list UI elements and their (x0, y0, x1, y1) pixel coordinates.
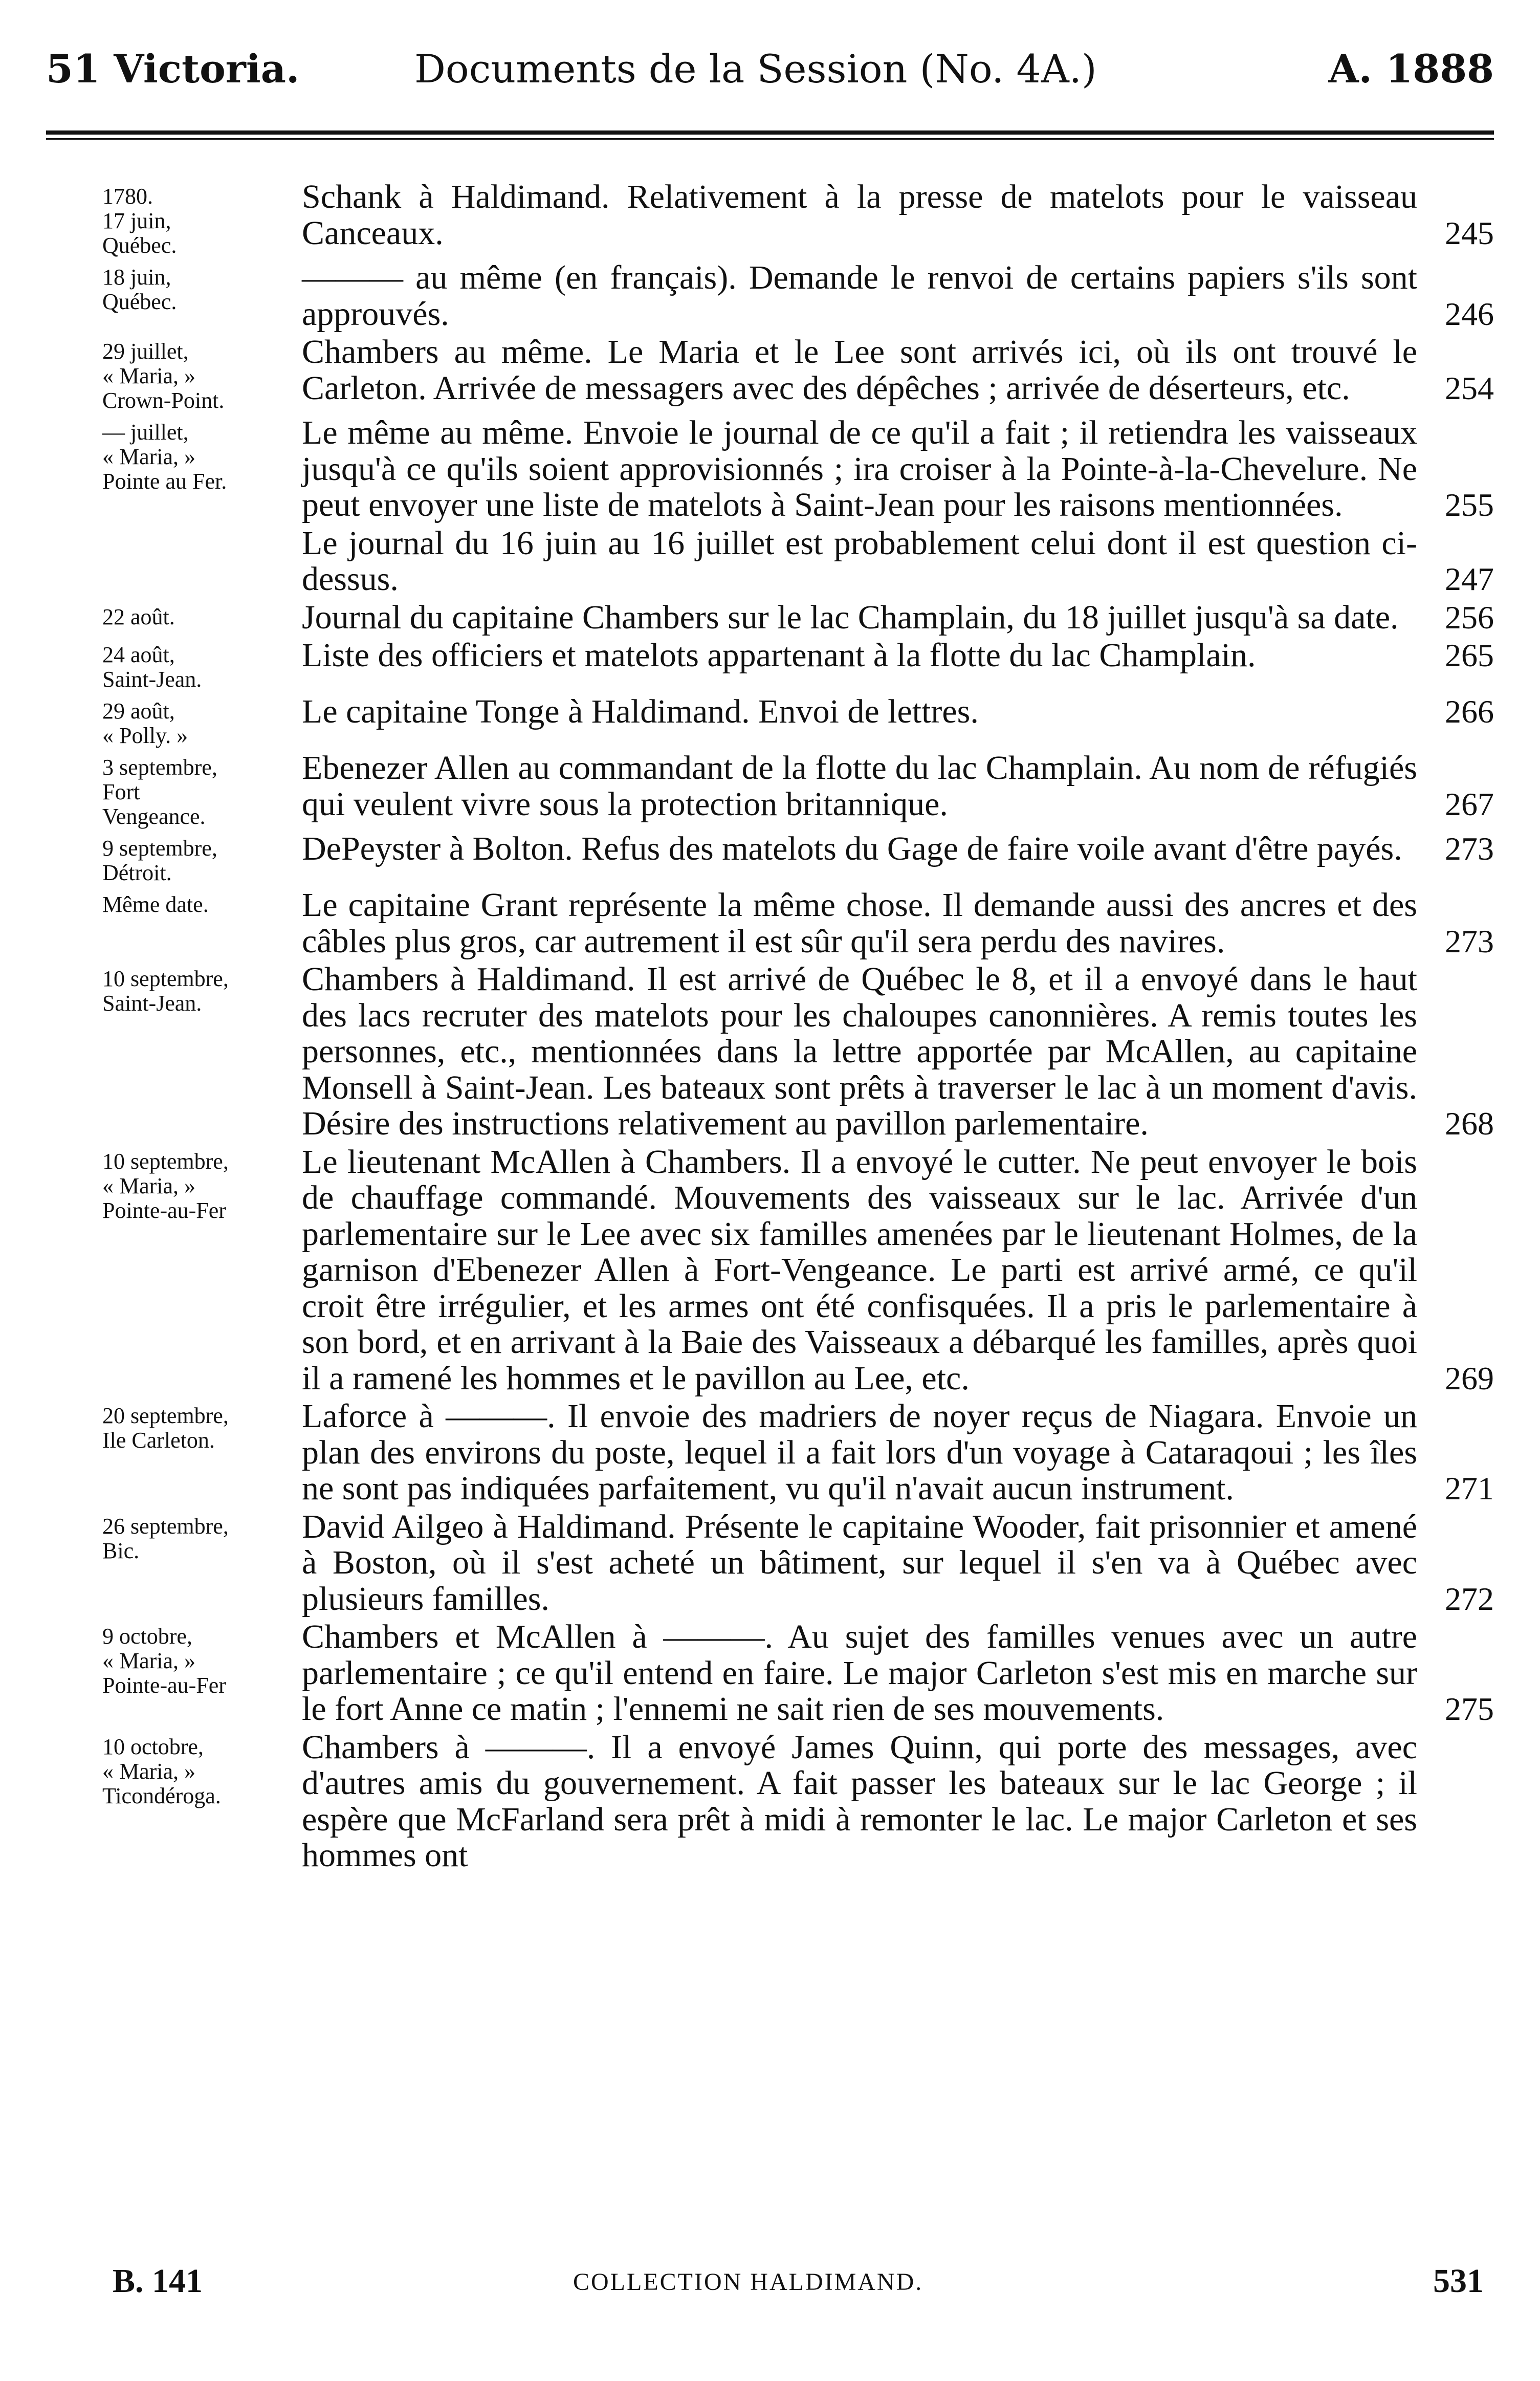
entry-date-line: Pointe au Fer. (102, 469, 227, 494)
entry-date-line: 29 août, (102, 698, 175, 724)
calendar-entry (102, 1509, 1494, 1618)
entry-text: ——— au même (en français). Demande le renvoi de certains papiers s'ils sont approuvés. (302, 259, 1417, 333)
entry-text: Laforce à ———. Il envoie des madriers de noyer reçus de Niagara. Envoie un plan des environs du poste, lequel il a fait lors d'un voyage à Cataraqoui ; les îles ne sont pas indiquées parfaitement, vu qu'il n'avait aucun instrument. (302, 1397, 1417, 1507)
entry-date-line: 9 septembre, (102, 836, 217, 861)
entry-body (302, 260, 1494, 332)
entry-date-line: « Polly. » (102, 723, 188, 748)
entry-date-line: Québec. (102, 233, 177, 258)
entry-text: Liste des officiers et matelots appartenant à la flotte du lac Champlain. (302, 637, 1256, 674)
entry-date-line: Pointe-au-Fer (102, 1673, 226, 1698)
entry-date-line: Vengeance. (102, 804, 206, 829)
entry-date (102, 962, 302, 1016)
entry-date-line: « Maria, » (102, 444, 196, 469)
calendar-entry (102, 638, 1494, 692)
entry-page-ref: 265 (1445, 637, 1494, 673)
entry-body (302, 1730, 1494, 1874)
entry-body (302, 638, 1494, 674)
entry-date-line: « Maria, » (102, 1173, 196, 1198)
calendar-entry (102, 1399, 1494, 1507)
entry-page-ref: 273 (1445, 923, 1494, 959)
entry-date-line: 9 octobre, (102, 1624, 192, 1649)
entry-date-line: 26 septembre, (102, 1513, 229, 1539)
calendar-entry (102, 1144, 1494, 1397)
entry-page-ref: 273 (1445, 831, 1494, 867)
entry-date (102, 1399, 302, 1453)
entry-date (102, 600, 302, 629)
calendar-entries (102, 179, 1494, 1876)
header-title: Documents de la Session (No. 4A.) (414, 46, 1097, 92)
calendar-entry (102, 260, 1494, 332)
entry-text: Ebenezer Allen au commandant de la flotte du lac Champlain. Au nom de réfugiés qui veulent vivre sous la protection britannique. (302, 749, 1417, 823)
entry-page-ref: 267 (1445, 785, 1494, 822)
calendar-entry (102, 831, 1494, 885)
entry-date-line: « Maria, » (102, 1648, 196, 1673)
running-header (46, 46, 1494, 102)
entry-page-ref: 255 (1445, 487, 1494, 523)
header-year: A. 1888 (1328, 46, 1494, 92)
entry-text: Le capitaine Grant représente la même chose. Il demande aussi des ancres et des câbles plus gros, car autrement il est sûr qu'il sera perdu des navires. (302, 886, 1417, 960)
entry-text: Schank à Haldimand. Relativement à la presse de matelots pour le vaisseau Canceaux. (302, 178, 1417, 252)
header-rule-thick (46, 130, 1494, 135)
entry-body (302, 750, 1494, 822)
entry-page-ref: 245 (1445, 214, 1494, 251)
entry-page-ref: 275 (1445, 1691, 1494, 1727)
entry-page-ref: 269 (1445, 1360, 1494, 1396)
calendar-entry (102, 1730, 1494, 1874)
running-footer (46, 2262, 1494, 2308)
entry-date-line: 10 septembre, (102, 1148, 229, 1174)
entry-date-line: 10 septembre, (102, 966, 229, 991)
entry-date-line: 10 octobre, (102, 1734, 204, 1759)
entry-text: Le journal du 16 juin au 16 juillet est probablement celui dont il est question ci-dessus. (302, 524, 1417, 598)
entry-date-line: Fort (102, 779, 140, 804)
entry-body (302, 179, 1494, 251)
entry-date-line: Ticondéroga. (102, 1783, 221, 1808)
entry-body (302, 1144, 1494, 1397)
entry-body (302, 600, 1494, 636)
calendar-entry (102, 694, 1494, 748)
footer-page-number: 531 (1433, 2262, 1484, 2300)
entry-date-line: 22 août. (102, 604, 175, 629)
entry-text: Chambers à Haldimand. Il est arrivé de Québec le 8, et il a envoyé dans le haut des lacs recruter des matelots pour les chaloupes canonnières. A remis toutes les personnes, etc., mentionnées dans la lettre apportée par McAllen, au capitaine Monsell à Saint-Jean. Les bateaux sont prêts à traverser le lac à un moment d'avis. Désire des instructions relativement au pavillon parlementaire. (302, 960, 1417, 1142)
entry-date (102, 750, 302, 829)
entry-text: Le même au même. Envoie le journal de ce qu'il a fait ; il retiendra les vaisseaux jusqu'à ce qu'ils soient approvisionnés ; ira croiser à la Pointe-à-la-Chevelure. Ne peut envoyer une liste de matelots à Saint-Jean pour les raisons mentionnées. (302, 414, 1417, 523)
entry-page-ref: 266 (1445, 693, 1494, 730)
entry-body (302, 962, 1494, 1142)
entry-date-line: « Maria, » (102, 363, 196, 388)
entry-page-ref: 247 (1445, 561, 1494, 597)
calendar-entry (102, 179, 1494, 258)
footer-signature: B. 141 (113, 2262, 203, 2300)
entry-date (102, 260, 302, 314)
entry-date (102, 694, 302, 748)
entry-body (302, 1509, 1494, 1618)
entry-body (302, 831, 1494, 867)
entry-text: Le lieutenant McAllen à Chambers. Il a envoyé le cutter. Ne peut envoyer le bois de chauffage commandé. Mouvements des vaisseaux sur le lac. Arrivée d'un parlementaire sur le Lee avec six familles amenées par le lieutenant Holmes, de la garnison d'Ebenezer Allen à Fort-Vengeance. Le parti est arrivé armé, ce qu'il croit être irrégulier, et les armes ont été confisquées. Il a pris le parlementaire à son bord, et en arrivant à la Baie des Vaisseaux a débarqué les familles, après quoi il a ramené les hommes et le pavillon au Lee, etc. (302, 1143, 1417, 1397)
entry-date-line: Même date. (102, 892, 209, 917)
footer-collection: COLLECTION HALDIMAND. (573, 2268, 923, 2296)
entry-date (102, 831, 302, 885)
entry-date (102, 526, 302, 531)
entry-body (302, 887, 1494, 959)
entry-date-line: 17 juin, (102, 208, 171, 233)
entry-text: David Ailgeo à Haldimand. Présente le capitaine Wooder, fait prisonnier et amené à Boston, où il s'est acheté un bâtiment, sur lequel il s'en va à Québec avec plusieurs familles. (302, 1508, 1417, 1618)
entry-date-line: 29 juillet, (102, 339, 189, 364)
entry-date (102, 887, 302, 917)
entry-body (302, 334, 1494, 406)
entry-text: DePeyster à Bolton. Refus des matelots du Gage de faire voile avant d'être payés. (302, 830, 1402, 867)
entry-date-line: — juillet, (102, 420, 189, 445)
entry-date-line: 3 septembre, (102, 755, 217, 780)
calendar-entry (102, 962, 1494, 1142)
entry-date-line: Saint-Jean. (102, 991, 202, 1016)
entry-date (102, 1730, 302, 1808)
entry-date-line: 20 septembre, (102, 1403, 229, 1428)
entry-date (102, 415, 302, 494)
entry-text: Chambers au même. Le Maria et le Lee sont arrivés ici, où ils ont trouvé le Carleton. Arrivée de messagers avec des dépêches ; arrivée de déserteurs, etc. (302, 333, 1417, 407)
entry-date-line: Ile Carleton. (102, 1428, 215, 1453)
entry-body (302, 1399, 1494, 1507)
entry-date-line: 24 août, (102, 642, 175, 667)
calendar-entry (102, 415, 1494, 523)
entry-text: Le capitaine Tonge à Haldimand. Envoi de lettres. (302, 693, 979, 730)
entry-date-line: « Maria, » (102, 1758, 196, 1784)
entry-page-ref: 254 (1445, 369, 1494, 406)
entry-date (102, 1509, 302, 1563)
entry-text: Chambers à ———. Il a envoyé James Quinn, qui porte des messages, avec d'autres amis du gouvernement. A fait passer les bateaux sur le lac George ; il espère que McFarland sera prêt à midi à remonter le lac. Le major Carleton et ses hommes ont (302, 1728, 1417, 1874)
entry-page-ref: 246 (1445, 295, 1494, 332)
entry-date-line: 18 juin, (102, 265, 171, 290)
entry-date (102, 638, 302, 692)
entry-page-ref: 256 (1445, 599, 1494, 636)
entry-body (302, 1619, 1494, 1728)
entry-date-line: Saint-Jean. (102, 667, 202, 692)
calendar-entry (102, 526, 1494, 598)
entry-date-line: Pointe-au-Fer (102, 1197, 226, 1223)
entry-date (102, 334, 302, 413)
entry-date (102, 179, 302, 258)
entry-text: Journal du capitaine Chambers sur le lac Champlain, du 18 juillet jusqu'à sa date. (302, 598, 1399, 636)
header-rule-thin (46, 138, 1494, 140)
calendar-entry (102, 750, 1494, 829)
entry-page-ref: 271 (1445, 1470, 1494, 1506)
entry-date-line: Crown-Point. (102, 388, 225, 413)
calendar-entry (102, 887, 1494, 959)
entry-date-line: Détroit. (102, 860, 172, 885)
entry-body (302, 526, 1494, 598)
header-volume: 51 Victoria. (46, 46, 300, 92)
calendar-entry (102, 600, 1494, 636)
entry-date-line: Bic. (102, 1538, 140, 1563)
entry-body (302, 415, 1494, 523)
entry-date-line: Québec. (102, 289, 177, 314)
entry-page-ref: 268 (1445, 1105, 1494, 1142)
entry-date-line: 1780. (102, 184, 153, 209)
entry-page-ref: 272 (1445, 1580, 1494, 1617)
entry-date (102, 1619, 302, 1698)
calendar-entry (102, 1619, 1494, 1728)
calendar-entry (102, 334, 1494, 413)
entry-date (102, 1144, 302, 1223)
entry-body (302, 694, 1494, 730)
entry-text: Chambers et McAllen à ———. Au sujet des familles venues avec un autre parlementaire ; ce qu'il entend en faire. Le major Carleton s'est mis en marche sur le fort Anne ce matin ; l'ennemi ne sait rien de ses mouvements. (302, 1618, 1417, 1728)
